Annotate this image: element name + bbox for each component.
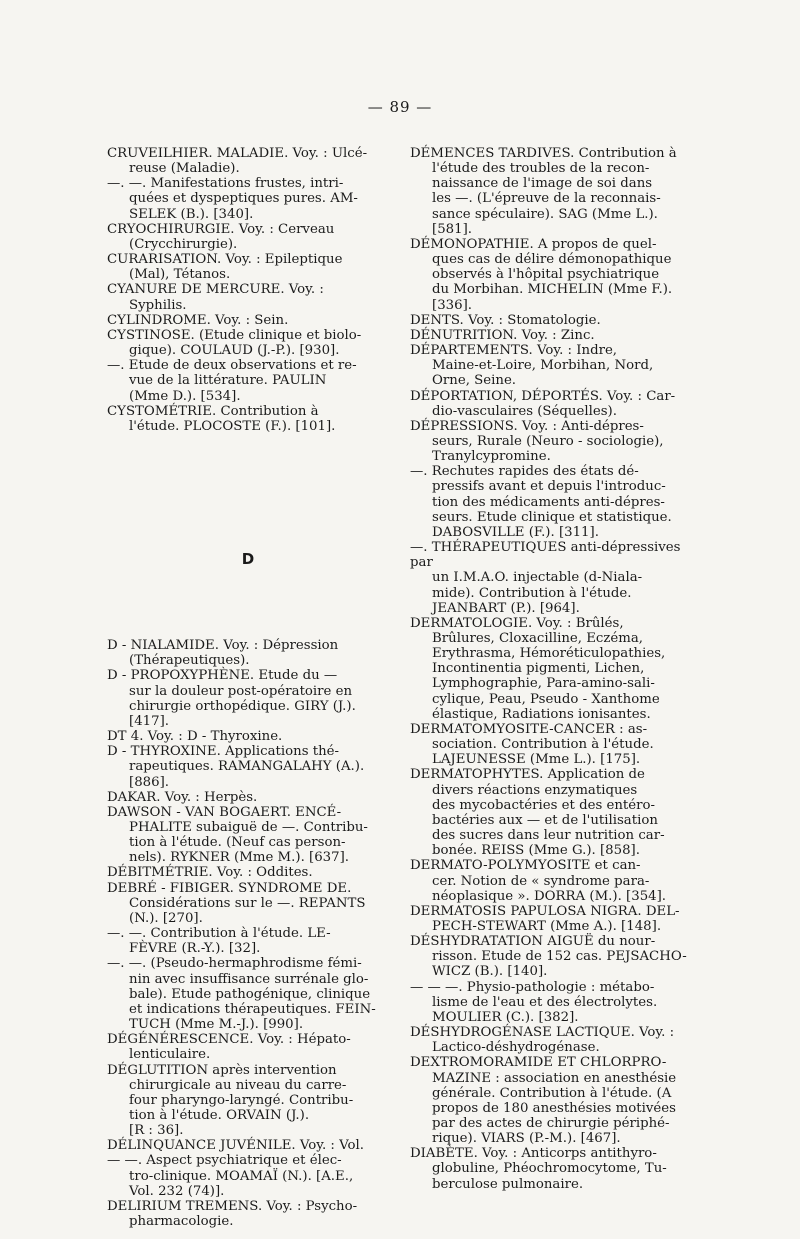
index-entry <box>107 222 389 252</box>
entry-continuation-line: pharmacologie. <box>129 1214 234 1230</box>
entry-line: DÉBITMÉTRIE. Voy. : Oddites. <box>107 865 313 881</box>
index-entry <box>107 744 389 789</box>
entry-continuation-line: lisme de l'eau et des électrolytes. <box>432 994 658 1010</box>
entry-line: DÉSHYDROGÉNASE LACTIQUE. Voy. : <box>410 1025 675 1041</box>
index-entry <box>410 464 698 540</box>
entry-line: —. Rechutes rapides des états dé- <box>410 464 639 480</box>
entry-continuation-line: un I.M.A.O. injectable (d-Niala- <box>432 570 643 586</box>
index-entry <box>410 722 698 767</box>
index-entry <box>410 343 698 388</box>
entry-continuation-line: chirurgie orthopédique. GIRY (J.). <box>129 698 356 714</box>
entry-line: DERMATO-POLYMYOSITE et can- <box>410 858 641 874</box>
index-entry <box>410 419 698 464</box>
index-entry <box>107 146 389 176</box>
left-column <box>107 146 389 1229</box>
entry-line: DÉPORTATION, DÉPORTÉS. Voy. : Car- <box>410 388 676 404</box>
index-entry <box>410 858 698 903</box>
entry-continuation-line: l'étude des troubles de la recon- <box>432 161 650 177</box>
entry-continuation-line: globuline, Phéochromocytome, Tu- <box>432 1161 667 1177</box>
entry-continuation-line: des sucres dans leur nutrition car- <box>432 828 665 844</box>
index-entry <box>107 358 389 403</box>
entry-continuation-line: tion des médicaments anti-dépres- <box>432 494 665 510</box>
index-entry <box>107 790 389 805</box>
entry-line: DÉLINQUANCE JUVÉNILE. Voy. : Vol. <box>107 1138 365 1154</box>
index-entry <box>410 980 698 1025</box>
entry-continuation-line: Incontinentia pigmenti, Lichen, <box>432 661 645 677</box>
entry-continuation-line: sur la douleur post-opératoire en <box>129 683 353 699</box>
entry-line: —. —. Manifestations frustes, intri- <box>107 176 344 192</box>
index-entry <box>107 282 389 312</box>
page-number: — 89 — <box>367 98 433 116</box>
entry-continuation-line: rapeutiques. RAMANGALAHY (A.). <box>129 759 365 775</box>
entry-line: —. —. Contribution à l'étude. LE- <box>107 926 331 942</box>
index-entry <box>410 540 698 616</box>
entry-line: —. Etude de deux observations et re- <box>107 358 357 374</box>
index-entry <box>107 926 389 956</box>
entry-continuation-line: bonée. REISS (Mme G.). [858]. <box>432 843 640 859</box>
entry-line: DÉNUTRITION. Voy. : Zinc. <box>410 327 595 343</box>
index-entry <box>410 328 698 343</box>
entry-continuation-line: LAJEUNESSE (Mme L.). [175]. <box>432 752 641 768</box>
entry-line: — —. Aspect psychiatrique et élec- <box>107 1153 342 1169</box>
entry-continuation-line: (Mal), Tétanos. <box>129 267 231 283</box>
entry-continuation-line: sociation. Contribution à l'étude. <box>432 737 654 753</box>
index-entry <box>107 881 389 926</box>
entry-line: DT 4. Voy. : D - Thyroxine. <box>107 729 283 745</box>
entry-line: DÉMENCES TARDIVES. Contribution à <box>410 146 677 161</box>
entry-continuation-line: générale. Contribution à l'étude. (A <box>432 1085 672 1101</box>
index-entry <box>107 668 389 729</box>
index-entry <box>410 313 698 328</box>
entry-line: D - NIALAMIDE. Voy. : Dépression <box>107 638 339 654</box>
entry-continuation-line: des mycobactéries et des entéro- <box>432 797 656 813</box>
entry-continuation-line: gique). COULAUD (J.-P.). [930]. <box>129 343 340 359</box>
entry-continuation-line: chirurgicale au niveau du carre- <box>129 1077 347 1093</box>
entry-continuation-line: berculose pulmonaire. <box>432 1176 584 1192</box>
entry-line: DÉSHYDRATATION AIGUË du nour- <box>410 934 656 950</box>
entry-continuation-line: observés à l'hôpital psychiatrique <box>432 267 660 283</box>
entry-continuation-line: (Crycchirurgie). <box>129 236 238 252</box>
entry-line: DERMATOSIS PAPULOSA NIGRA. DEL- <box>410 903 680 919</box>
index-entry <box>107 1138 389 1153</box>
entry-line: DIABÈTE. Voy. : Anticorps antithyro- <box>410 1146 657 1162</box>
index-entry <box>107 1153 389 1198</box>
entry-line: CURARISATION. Voy. : Epileptique <box>107 252 343 268</box>
entry-continuation-line: tro-clinique. MOAMAÏ (N.). [A.E., <box>129 1168 354 1184</box>
entry-continuation-line: (N.). [270]. <box>129 910 203 926</box>
entry-continuation-line: Syphilis. <box>129 297 187 313</box>
entry-continuation-line: par des actes de chirurgie périphé- <box>432 1116 670 1131</box>
entry-line: DAWSON - VAN BOGAERT. ENCÉ- <box>107 804 342 820</box>
index-entry <box>107 638 389 668</box>
entry-continuation-line: sance spéculaire). SAG (Mme L.). <box>432 206 658 222</box>
entry-line: CYANURE DE MERCURE. Voy. : <box>107 282 324 298</box>
entry-continuation-line: reuse (Maladie). <box>129 161 240 177</box>
entry-continuation-line: Maine-et-Loire, Morbihan, Nord, <box>432 358 654 374</box>
entry-line: DÉGÉNÉRESCENCE. Voy. : Hépato- <box>107 1032 351 1048</box>
entry-line: CRYOCHIRURGIE. Voy. : Cerveau <box>107 221 335 237</box>
entry-continuation-line: [336]. <box>432 297 472 313</box>
index-entry <box>410 1025 698 1055</box>
entry-line: DÉMONOPATHIE. A propos de quel- <box>410 236 657 252</box>
index-entry <box>107 1032 389 1062</box>
entry-continuation-line: SELEK (B.). [340]. <box>129 206 254 222</box>
entry-continuation-line: [417]. <box>129 713 169 729</box>
entry-continuation-line: JEANBART (P.). [964]. <box>432 600 580 616</box>
entry-line: DÉGLUTITION après intervention <box>107 1062 337 1078</box>
index-entry <box>410 1055 698 1146</box>
entry-continuation-line: du Morbihan. MICHELIN (Mme F.). <box>432 282 673 298</box>
index-entry <box>410 767 698 858</box>
entry-continuation-line: DABOSVILLE (F.). [311]. <box>432 524 599 540</box>
index-entry <box>107 328 389 358</box>
index-entry <box>410 616 698 722</box>
entry-continuation-line: MAZINE : association en anesthésie <box>432 1070 677 1086</box>
entry-continuation-line: lenticulaire. <box>129 1047 211 1063</box>
entry-line: CYSTINOSE. (Etude clinique et biolo- <box>107 327 362 343</box>
entry-continuation-line: Vol. 232 (74)]. <box>129 1183 225 1199</box>
entry-continuation-line: les —. (L'épreuve de la reconnais- <box>432 191 661 207</box>
index-entry <box>107 1063 389 1139</box>
entry-continuation-line: nels). RYKNER (Mme M.). [637]. <box>129 850 350 866</box>
right-entries <box>410 146 698 1192</box>
entry-continuation-line: l'étude. PLOCOSTE (F.). [101]. <box>129 418 336 434</box>
entry-continuation-line: Tranylcypromine. <box>432 449 551 465</box>
entry-continuation-line: nin avec insuffisance surrénale glo- <box>129 971 369 987</box>
entry-continuation-line: mide). Contribution à l'étude. <box>432 585 632 601</box>
left-entries-d <box>107 638 389 1229</box>
entry-line: DENTS. Voy. : Stomatologie. <box>410 312 601 328</box>
entry-line: D - THYROXINE. Applications thé- <box>107 744 340 760</box>
index-entry <box>107 404 389 434</box>
entry-continuation-line: Erythrasma, Hémoréticulopathies, <box>432 646 666 662</box>
entry-line: D - PROPOXYPHÈNE. Etude du — <box>107 668 338 684</box>
entry-line: DAKAR. Voy. : Herpès. <box>107 789 258 805</box>
entry-continuation-line: Lactico-déshydrogénase. <box>432 1040 600 1056</box>
entry-continuation-line: tion à l'étude. ORVAIN (J.). <box>129 1107 310 1123</box>
entry-continuation-line: élastique, Radiations ionisantes. <box>432 706 651 722</box>
entry-continuation-line: tion à l'étude. (Neuf cas person- <box>129 835 346 851</box>
entry-continuation-line: (Thérapeutiques). <box>129 653 250 669</box>
entry-continuation-line: bale). Etude pathogénique, clinique <box>129 986 371 1002</box>
entry-continuation-line: (Mme D.). [534]. <box>129 388 241 404</box>
left-entries-c <box>107 146 389 434</box>
entry-continuation-line: WICZ (B.). [140]. <box>432 964 548 980</box>
entry-continuation-line: naissance de l'image de soi dans <box>432 176 653 192</box>
entry-continuation-line: quées et dyspeptiques pures. AM- <box>129 191 358 207</box>
index-entry <box>107 176 389 221</box>
entry-continuation-line: rique). VIARS (P.-M.). [467]. <box>432 1131 621 1147</box>
entry-continuation-line: propos de 180 anesthésies motivées <box>432 1100 676 1116</box>
entry-continuation-line: seurs. Etude clinique et statistique. <box>432 509 672 525</box>
entry-continuation-line: seurs, Rurale (Neuro - sociologie), <box>432 433 664 449</box>
entry-continuation-line: [886]. <box>129 774 169 790</box>
entry-continuation-line: PHALITE subaiguë de —. Contribu- <box>129 820 368 835</box>
entry-line: DERMATOPHYTES. Application de <box>410 767 645 783</box>
entry-continuation-line: Brûlures, Cloxacilline, Eczéma, <box>432 631 644 646</box>
entry-continuation-line: cer. Notion de « syndrome para- <box>432 873 650 889</box>
entry-continuation-line: néoplasique ». DORRA (M.). [354]. <box>432 888 667 904</box>
entry-continuation-line: et indications thérapeutiques. FEIN- <box>129 1001 376 1017</box>
entry-continuation-line: cylique, Peau, Pseudo - Xanthome <box>432 691 660 707</box>
entry-continuation-line: [R : 36]. <box>129 1123 184 1139</box>
entry-continuation-line: Considérations sur le —. REPANTS <box>129 895 366 911</box>
entry-continuation-line: FÈVRE (R.-Y.). [32]. <box>129 941 261 957</box>
index-entry <box>107 956 389 1032</box>
entry-continuation-line: bactéries aux — et de l'utilisation <box>432 812 658 828</box>
index-entry <box>107 805 389 866</box>
entry-line: CRUVEILHIER. MALADIE. Voy. : Ulcé- <box>107 146 368 161</box>
entry-continuation-line: [581]. <box>432 221 472 237</box>
entry-continuation-line: divers réactions enzymatiques <box>432 782 638 798</box>
entry-line: CYSTOMÉTRIE. Contribution à <box>107 403 319 419</box>
entry-continuation-line: Lymphographie, Para-amino-sali- <box>432 676 655 692</box>
index-entry <box>107 252 389 282</box>
entry-line: DERMATOLOGIE. Voy. : Brûlés, <box>410 615 624 631</box>
entry-line: DELIRIUM TREMENS. Voy. : Psycho- <box>107 1198 358 1214</box>
entry-continuation-line: pressifs avant et depuis l'introduc- <box>432 479 666 495</box>
entry-continuation-line: risson. Etude de 152 cas. PEJSACHO- <box>432 949 687 965</box>
entry-line: —. THÉRAPEUTIQUES anti-dépressives par <box>410 540 681 571</box>
entry-continuation-line: MOULIER (C.). [382]. <box>432 1009 579 1025</box>
index-entry <box>107 729 389 744</box>
index-entry <box>410 389 698 419</box>
entry-line: DERMATOMYOSITE-CANCER : as- <box>410 721 648 737</box>
entry-line: DEXTROMORAMIDE ET CHLORPRO- <box>410 1055 667 1071</box>
right-column <box>410 146 698 1192</box>
index-entry <box>410 904 698 934</box>
entry-line: —. —. (Pseudo-hermaphrodisme fémi- <box>107 956 362 972</box>
entry-line: CYLINDROME. Voy. : Sein. <box>107 312 289 328</box>
index-entry <box>410 934 698 979</box>
index-entry <box>410 237 698 313</box>
entry-line: DEBRÉ - FIBIGER. SYNDROME DE. <box>107 880 352 896</box>
entry-continuation-line: Orne, Seine. <box>432 373 517 389</box>
entry-line: DÉPRESSIONS. Voy. : Anti-dépres- <box>410 418 644 434</box>
entry-continuation-line: PECH-STEWART (Mme A.). [148]. <box>432 918 662 934</box>
index-entry <box>410 1146 698 1191</box>
entry-continuation-line: TUCH (Mme M.-J.). [990]. <box>129 1017 304 1033</box>
entry-continuation-line: vue de la littérature. PAULIN <box>129 373 327 389</box>
index-entry <box>107 865 389 880</box>
index-entry <box>410 146 698 237</box>
entry-continuation-line: dio-vasculaires (Séquelles). <box>432 403 617 419</box>
entry-continuation-line: ques cas de délire démonopathique <box>432 252 672 268</box>
index-entry <box>107 313 389 328</box>
entry-line: — — —. Physio-pathologie : métabo- <box>410 979 655 995</box>
section-letter: D <box>241 549 255 568</box>
entry-line: DÉPARTEMENTS. Voy. : Indre, <box>410 343 618 359</box>
index-entry <box>107 1199 389 1229</box>
entry-continuation-line: four pharyngo-laryngé. Contribu- <box>129 1092 354 1108</box>
